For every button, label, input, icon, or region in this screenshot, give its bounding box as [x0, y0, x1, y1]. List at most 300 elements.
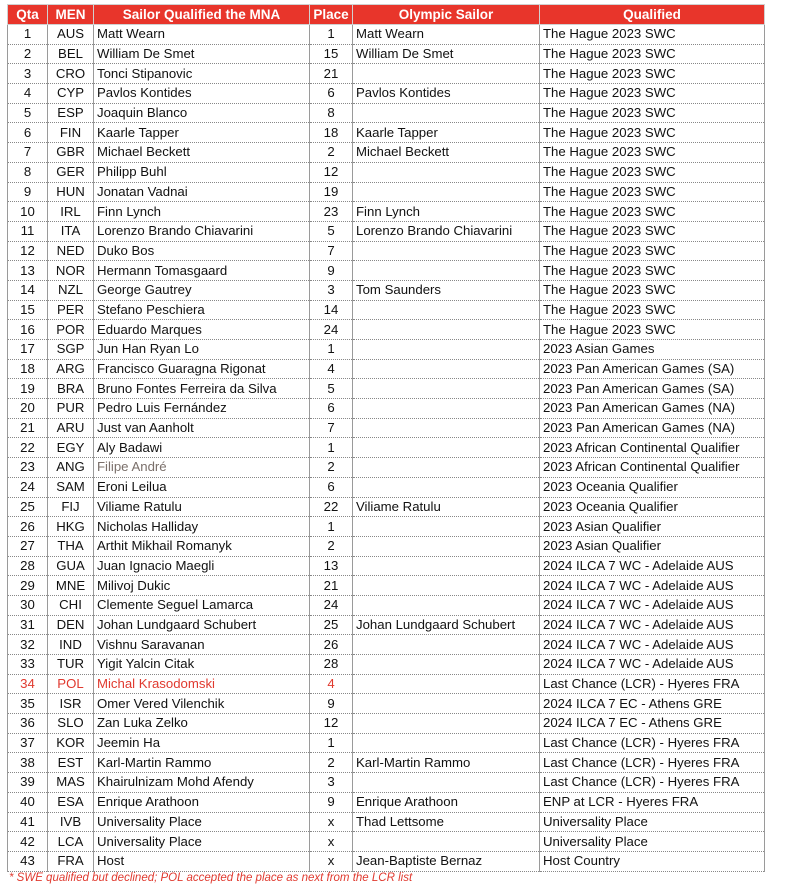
cell-country: ISR: [48, 694, 94, 714]
cell-qualified: 2024 ILCA 7 WC - Adelaide AUS: [540, 615, 765, 635]
cell-qualified: Last Chance (LCR) - Hyeres FRA: [540, 773, 765, 793]
cell-sailor: Just van Aanholt: [94, 418, 310, 438]
cell-olympic-sailor: Lorenzo Brando Chiavarini: [353, 221, 540, 241]
cell-sailor: Universality Place: [94, 812, 310, 832]
cell-sailor: Clemente Seguel Lamarca: [94, 595, 310, 615]
cell-qualified: The Hague 2023 SWC: [540, 182, 765, 202]
cell-qta: 18: [8, 359, 48, 379]
cell-sailor: Khairulnizam Mohd Afendy: [94, 773, 310, 793]
cell-place: 1: [310, 733, 353, 753]
cell-olympic-sailor: Jean-Baptiste Bernaz: [353, 851, 540, 871]
cell-olympic-sailor: [353, 576, 540, 596]
cell-olympic-sailor: [353, 182, 540, 202]
cell-sailor: Nicholas Halliday: [94, 517, 310, 537]
cell-qualified: The Hague 2023 SWC: [540, 44, 765, 64]
header-place: Place: [310, 5, 353, 25]
cell-qta: 29: [8, 576, 48, 596]
cell-qualified: The Hague 2023 SWC: [540, 241, 765, 261]
cell-place: 3: [310, 280, 353, 300]
cell-qta: 37: [8, 733, 48, 753]
table-row: [8, 418, 765, 438]
cell-place: 12: [310, 162, 353, 182]
cell-qualified: The Hague 2023 SWC: [540, 143, 765, 163]
cell-sailor: Lorenzo Brando Chiavarini: [94, 221, 310, 241]
cell-country: BRA: [48, 379, 94, 399]
cell-place: 5: [310, 379, 353, 399]
cell-qualified: 2024 ILCA 7 EC - Athens GRE: [540, 694, 765, 714]
table-row: [8, 320, 765, 340]
qualification-table: [7, 4, 765, 872]
header-qta: Qta: [8, 5, 48, 25]
cell-place: 2: [310, 458, 353, 478]
table-row: [8, 851, 765, 871]
cell-country: LCA: [48, 832, 94, 852]
table-row: [8, 694, 765, 714]
table-row: [8, 123, 765, 143]
cell-qualified: The Hague 2023 SWC: [540, 280, 765, 300]
cell-country: EGY: [48, 438, 94, 458]
cell-qta: 3: [8, 64, 48, 84]
cell-olympic-sailor: [353, 517, 540, 537]
cell-sailor: Host: [94, 851, 310, 871]
header-men: MEN: [48, 5, 94, 25]
cell-country: TUR: [48, 655, 94, 675]
table-row: [8, 280, 765, 300]
table-row: [8, 733, 765, 753]
cell-qta: 10: [8, 202, 48, 222]
cell-country: ARG: [48, 359, 94, 379]
cell-qta: 40: [8, 792, 48, 812]
cell-country: HKG: [48, 517, 94, 537]
cell-qta: 17: [8, 340, 48, 360]
cell-qta: 33: [8, 655, 48, 675]
table-row: [8, 458, 765, 478]
cell-sailor: Enrique Arathoon: [94, 792, 310, 812]
cell-olympic-sailor: [353, 674, 540, 694]
cell-sailor: Jun Han Ryan Lo: [94, 340, 310, 360]
cell-olympic-sailor: Kaarle Tapper: [353, 123, 540, 143]
table-row: [8, 832, 765, 852]
cell-qualified: 2023 Asian Qualifier: [540, 517, 765, 537]
table-row: [8, 576, 765, 596]
cell-qta: 22: [8, 438, 48, 458]
table-row: [8, 517, 765, 537]
cell-qta: 4: [8, 84, 48, 104]
cell-place: 9: [310, 261, 353, 281]
cell-olympic-sailor: [353, 241, 540, 261]
table-row: [8, 182, 765, 202]
cell-olympic-sailor: [353, 261, 540, 281]
cell-olympic-sailor: [353, 359, 540, 379]
cell-qta: 21: [8, 418, 48, 438]
table-row: [8, 655, 765, 675]
cell-qta: 30: [8, 595, 48, 615]
cell-sailor: William De Smet: [94, 44, 310, 64]
cell-olympic-sailor: [353, 340, 540, 360]
table-row: [8, 64, 765, 84]
cell-country: SAM: [48, 477, 94, 497]
table-row: [8, 221, 765, 241]
cell-country: EST: [48, 753, 94, 773]
cell-qualified: 2023 Pan American Games (SA): [540, 379, 765, 399]
cell-sailor: Matt Wearn: [94, 25, 310, 45]
cell-country: NOR: [48, 261, 94, 281]
cell-country: IND: [48, 635, 94, 655]
cell-qta: 32: [8, 635, 48, 655]
cell-qta: 26: [8, 517, 48, 537]
table-row: [8, 103, 765, 123]
cell-qualified: The Hague 2023 SWC: [540, 162, 765, 182]
cell-qualified: Last Chance (LCR) - Hyeres FRA: [540, 733, 765, 753]
cell-qta: 31: [8, 615, 48, 635]
cell-sailor: Joaquin Blanco: [94, 103, 310, 123]
cell-qta: 12: [8, 241, 48, 261]
cell-place: 2: [310, 143, 353, 163]
cell-sailor: Jeemin Ha: [94, 733, 310, 753]
cell-qta: 5: [8, 103, 48, 123]
cell-sailor: Aly Badawi: [94, 438, 310, 458]
table-row: [8, 162, 765, 182]
cell-place: 1: [310, 25, 353, 45]
cell-country: IRL: [48, 202, 94, 222]
cell-country: NZL: [48, 280, 94, 300]
cell-olympic-sailor: [353, 556, 540, 576]
cell-sailor: Jonatan Vadnai: [94, 182, 310, 202]
cell-sailor: Bruno Fontes Ferreira da Silva: [94, 379, 310, 399]
cell-sailor: Michal Krasodomski: [94, 674, 310, 694]
cell-olympic-sailor: Johan Lundgaard Schubert: [353, 615, 540, 635]
cell-qualified: The Hague 2023 SWC: [540, 320, 765, 340]
cell-qualified: The Hague 2023 SWC: [540, 84, 765, 104]
table-row: [8, 714, 765, 734]
cell-qta: 14: [8, 280, 48, 300]
cell-sailor: Finn Lynch: [94, 202, 310, 222]
cell-qualified: Universality Place: [540, 832, 765, 852]
cell-country: MAS: [48, 773, 94, 793]
cell-qualified: 2024 ILCA 7 WC - Adelaide AUS: [540, 576, 765, 596]
cell-place: 13: [310, 556, 353, 576]
cell-country: HUN: [48, 182, 94, 202]
cell-olympic-sailor: [353, 655, 540, 675]
cell-sailor: Eroni Leilua: [94, 477, 310, 497]
header-sailor: Sailor Qualified the MNA: [94, 5, 310, 25]
cell-qualified: 2023 Pan American Games (NA): [540, 418, 765, 438]
cell-sailor: Universality Place: [94, 832, 310, 852]
table-row: [8, 261, 765, 281]
table-row: [8, 753, 765, 773]
cell-sailor: Philipp Buhl: [94, 162, 310, 182]
cell-place: 6: [310, 399, 353, 419]
cell-place: 18: [310, 123, 353, 143]
cell-place: 9: [310, 792, 353, 812]
cell-country: IVB: [48, 812, 94, 832]
cell-qta: 11: [8, 221, 48, 241]
cell-sailor: Juan Ignacio Maegli: [94, 556, 310, 576]
cell-qta: 20: [8, 399, 48, 419]
cell-sailor: Viliame Ratulu: [94, 497, 310, 517]
cell-place: 24: [310, 595, 353, 615]
cell-qualified: The Hague 2023 SWC: [540, 300, 765, 320]
cell-country: KOR: [48, 733, 94, 753]
cell-qta: 36: [8, 714, 48, 734]
cell-qualified: 2023 Asian Games: [540, 340, 765, 360]
cell-olympic-sailor: Thad Lettsome: [353, 812, 540, 832]
cell-qualified: Last Chance (LCR) - Hyeres FRA: [540, 753, 765, 773]
cell-place: 14: [310, 300, 353, 320]
cell-qta: 25: [8, 497, 48, 517]
cell-place: 23: [310, 202, 353, 222]
cell-qualified: 2024 ILCA 7 WC - Adelaide AUS: [540, 556, 765, 576]
cell-qta: 8: [8, 162, 48, 182]
cell-sailor: Michael Beckett: [94, 143, 310, 163]
cell-olympic-sailor: Matt Wearn: [353, 25, 540, 45]
cell-olympic-sailor: [353, 64, 540, 84]
table-row: [8, 202, 765, 222]
cell-olympic-sailor: [353, 162, 540, 182]
cell-place: 6: [310, 477, 353, 497]
cell-olympic-sailor: [353, 773, 540, 793]
cell-olympic-sailor: [353, 536, 540, 556]
cell-qualified: 2023 African Continental Qualifier: [540, 458, 765, 478]
cell-place: 1: [310, 438, 353, 458]
cell-olympic-sailor: [353, 714, 540, 734]
cell-country: ITA: [48, 221, 94, 241]
cell-olympic-sailor: [353, 458, 540, 478]
cell-qualified: 2023 Oceania Qualifier: [540, 497, 765, 517]
table-row: [8, 359, 765, 379]
cell-country: SLO: [48, 714, 94, 734]
cell-qualified: 2023 Oceania Qualifier: [540, 477, 765, 497]
cell-qta: 16: [8, 320, 48, 340]
cell-country: FIN: [48, 123, 94, 143]
cell-place: 7: [310, 241, 353, 261]
cell-sailor: Milivoj Dukic: [94, 576, 310, 596]
cell-qta: 7: [8, 143, 48, 163]
cell-olympic-sailor: [353, 733, 540, 753]
cell-place: 1: [310, 340, 353, 360]
cell-country: PER: [48, 300, 94, 320]
cell-country: ARU: [48, 418, 94, 438]
cell-qualified: Universality Place: [540, 812, 765, 832]
cell-place: 2: [310, 536, 353, 556]
cell-place: 9: [310, 694, 353, 714]
cell-place: x: [310, 812, 353, 832]
cell-place: 5: [310, 221, 353, 241]
cell-qta: 42: [8, 832, 48, 852]
table-row: [8, 438, 765, 458]
cell-qualified: 2024 ILCA 7 WC - Adelaide AUS: [540, 595, 765, 615]
cell-qta: 43: [8, 851, 48, 871]
cell-sailor: Filipe André: [94, 458, 310, 478]
cell-country: POR: [48, 320, 94, 340]
cell-sailor: Karl-Martin Rammo: [94, 753, 310, 773]
cell-sailor: Pavlos Kontides: [94, 84, 310, 104]
cell-olympic-sailor: Tom Saunders: [353, 280, 540, 300]
cell-country: PUR: [48, 399, 94, 419]
cell-place: 24: [310, 320, 353, 340]
cell-place: 25: [310, 615, 353, 635]
table-row: [8, 674, 765, 694]
cell-place: 28: [310, 655, 353, 675]
cell-sailor: Yigit Yalcin Citak: [94, 655, 310, 675]
cell-qta: 2: [8, 44, 48, 64]
cell-country: GBR: [48, 143, 94, 163]
cell-olympic-sailor: [353, 694, 540, 714]
cell-place: 21: [310, 64, 353, 84]
cell-qualified: The Hague 2023 SWC: [540, 202, 765, 222]
cell-country: AUS: [48, 25, 94, 45]
cell-qualified: The Hague 2023 SWC: [540, 221, 765, 241]
cell-qualified: Host Country: [540, 851, 765, 871]
cell-qta: 23: [8, 458, 48, 478]
cell-place: 12: [310, 714, 353, 734]
table-row: [8, 477, 765, 497]
cell-sailor: Duko Bos: [94, 241, 310, 261]
cell-qta: 39: [8, 773, 48, 793]
cell-qualified: 2023 African Continental Qualifier: [540, 438, 765, 458]
cell-qualified: The Hague 2023 SWC: [540, 103, 765, 123]
cell-country: ESP: [48, 103, 94, 123]
cell-qta: 1: [8, 25, 48, 45]
cell-olympic-sailor: [353, 300, 540, 320]
cell-sailor: Tonci Stipanovic: [94, 64, 310, 84]
cell-place: 4: [310, 359, 353, 379]
cell-qta: 38: [8, 753, 48, 773]
cell-sailor: Kaarle Tapper: [94, 123, 310, 143]
cell-place: 3: [310, 773, 353, 793]
cell-country: SGP: [48, 340, 94, 360]
cell-qta: 35: [8, 694, 48, 714]
cell-olympic-sailor: Finn Lynch: [353, 202, 540, 222]
table-row: [8, 399, 765, 419]
cell-qta: 6: [8, 123, 48, 143]
cell-place: 8: [310, 103, 353, 123]
cell-country: ANG: [48, 458, 94, 478]
cell-qualified: 2023 Pan American Games (SA): [540, 359, 765, 379]
cell-sailor: Vishnu Saravanan: [94, 635, 310, 655]
cell-place: 21: [310, 576, 353, 596]
cell-country: NED: [48, 241, 94, 261]
cell-olympic-sailor: [353, 477, 540, 497]
table-row: [8, 340, 765, 360]
cell-olympic-sailor: [353, 635, 540, 655]
cell-sailor: Stefano Peschiera: [94, 300, 310, 320]
cell-country: POL: [48, 674, 94, 694]
table-row: [8, 595, 765, 615]
table-row: [8, 84, 765, 104]
cell-place: x: [310, 851, 353, 871]
cell-country: FRA: [48, 851, 94, 871]
cell-place: 26: [310, 635, 353, 655]
cell-olympic-sailor: [353, 320, 540, 340]
table-row: [8, 25, 765, 45]
cell-olympic-sailor: Viliame Ratulu: [353, 497, 540, 517]
table-body: [8, 25, 765, 872]
cell-olympic-sailor: [353, 103, 540, 123]
cell-qta: 13: [8, 261, 48, 281]
cell-place: 2: [310, 753, 353, 773]
table-row: [8, 241, 765, 261]
cell-olympic-sailor: [353, 438, 540, 458]
table-row: [8, 44, 765, 64]
cell-sailor: Omer Vered Vilenchik: [94, 694, 310, 714]
cell-qualified: The Hague 2023 SWC: [540, 261, 765, 281]
cell-qta: 27: [8, 536, 48, 556]
cell-sailor: Eduardo Marques: [94, 320, 310, 340]
cell-olympic-sailor: Pavlos Kontides: [353, 84, 540, 104]
cell-sailor: Johan Lundgaard Schubert: [94, 615, 310, 635]
footnote: * SWE qualified but declined; POL accepted the place as next from the LCR list: [9, 872, 413, 884]
cell-sailor: Francisco Guaragna Rigonat: [94, 359, 310, 379]
cell-qualified: The Hague 2023 SWC: [540, 64, 765, 84]
cell-country: MNE: [48, 576, 94, 596]
cell-qualified: ENP at LCR - Hyeres FRA: [540, 792, 765, 812]
cell-qualified: 2024 ILCA 7 WC - Adelaide AUS: [540, 655, 765, 675]
table-row: [8, 300, 765, 320]
cell-country: GUA: [48, 556, 94, 576]
cell-qualified: 2024 ILCA 7 EC - Athens GRE: [540, 714, 765, 734]
cell-qta: 9: [8, 182, 48, 202]
cell-qualified: The Hague 2023 SWC: [540, 123, 765, 143]
table-row: [8, 615, 765, 635]
cell-sailor: Arthit Mikhail Romanyk: [94, 536, 310, 556]
cell-place: 4: [310, 674, 353, 694]
cell-olympic-sailor: Michael Beckett: [353, 143, 540, 163]
table-row: [8, 536, 765, 556]
cell-country: CHI: [48, 595, 94, 615]
table-row: [8, 792, 765, 812]
cell-country: THA: [48, 536, 94, 556]
cell-qualified: The Hague 2023 SWC: [540, 25, 765, 45]
cell-qta: 15: [8, 300, 48, 320]
table-row: [8, 556, 765, 576]
cell-place: 1: [310, 517, 353, 537]
cell-olympic-sailor: [353, 832, 540, 852]
cell-qualified: 2024 ILCA 7 WC - Adelaide AUS: [540, 635, 765, 655]
cell-sailor: Pedro Luis Fernández: [94, 399, 310, 419]
header-row: [8, 5, 765, 25]
cell-place: 15: [310, 44, 353, 64]
table-row: [8, 379, 765, 399]
cell-qualified: 2023 Pan American Games (NA): [540, 399, 765, 419]
cell-qualified: 2023 Asian Qualifier: [540, 536, 765, 556]
cell-olympic-sailor: [353, 418, 540, 438]
cell-olympic-sailor: [353, 399, 540, 419]
cell-sailor: Hermann Tomasgaard: [94, 261, 310, 281]
cell-olympic-sailor: Enrique Arathoon: [353, 792, 540, 812]
cell-country: ESA: [48, 792, 94, 812]
cell-olympic-sailor: Karl-Martin Rammo: [353, 753, 540, 773]
cell-country: FIJ: [48, 497, 94, 517]
cell-place: 19: [310, 182, 353, 202]
cell-place: 7: [310, 418, 353, 438]
cell-place: 22: [310, 497, 353, 517]
cell-sailor: George Gautrey: [94, 280, 310, 300]
cell-place: 6: [310, 84, 353, 104]
header-olympic-sailor: Olympic Sailor: [353, 5, 540, 25]
cell-olympic-sailor: William De Smet: [353, 44, 540, 64]
cell-qta: 34: [8, 674, 48, 694]
cell-qta: 28: [8, 556, 48, 576]
table-row: [8, 143, 765, 163]
table-row: [8, 497, 765, 517]
cell-olympic-sailor: [353, 379, 540, 399]
cell-country: GER: [48, 162, 94, 182]
qualification-table-wrapper: [7, 4, 764, 872]
cell-country: CRO: [48, 64, 94, 84]
cell-qta: 19: [8, 379, 48, 399]
header-qualified: Qualified: [540, 5, 765, 25]
